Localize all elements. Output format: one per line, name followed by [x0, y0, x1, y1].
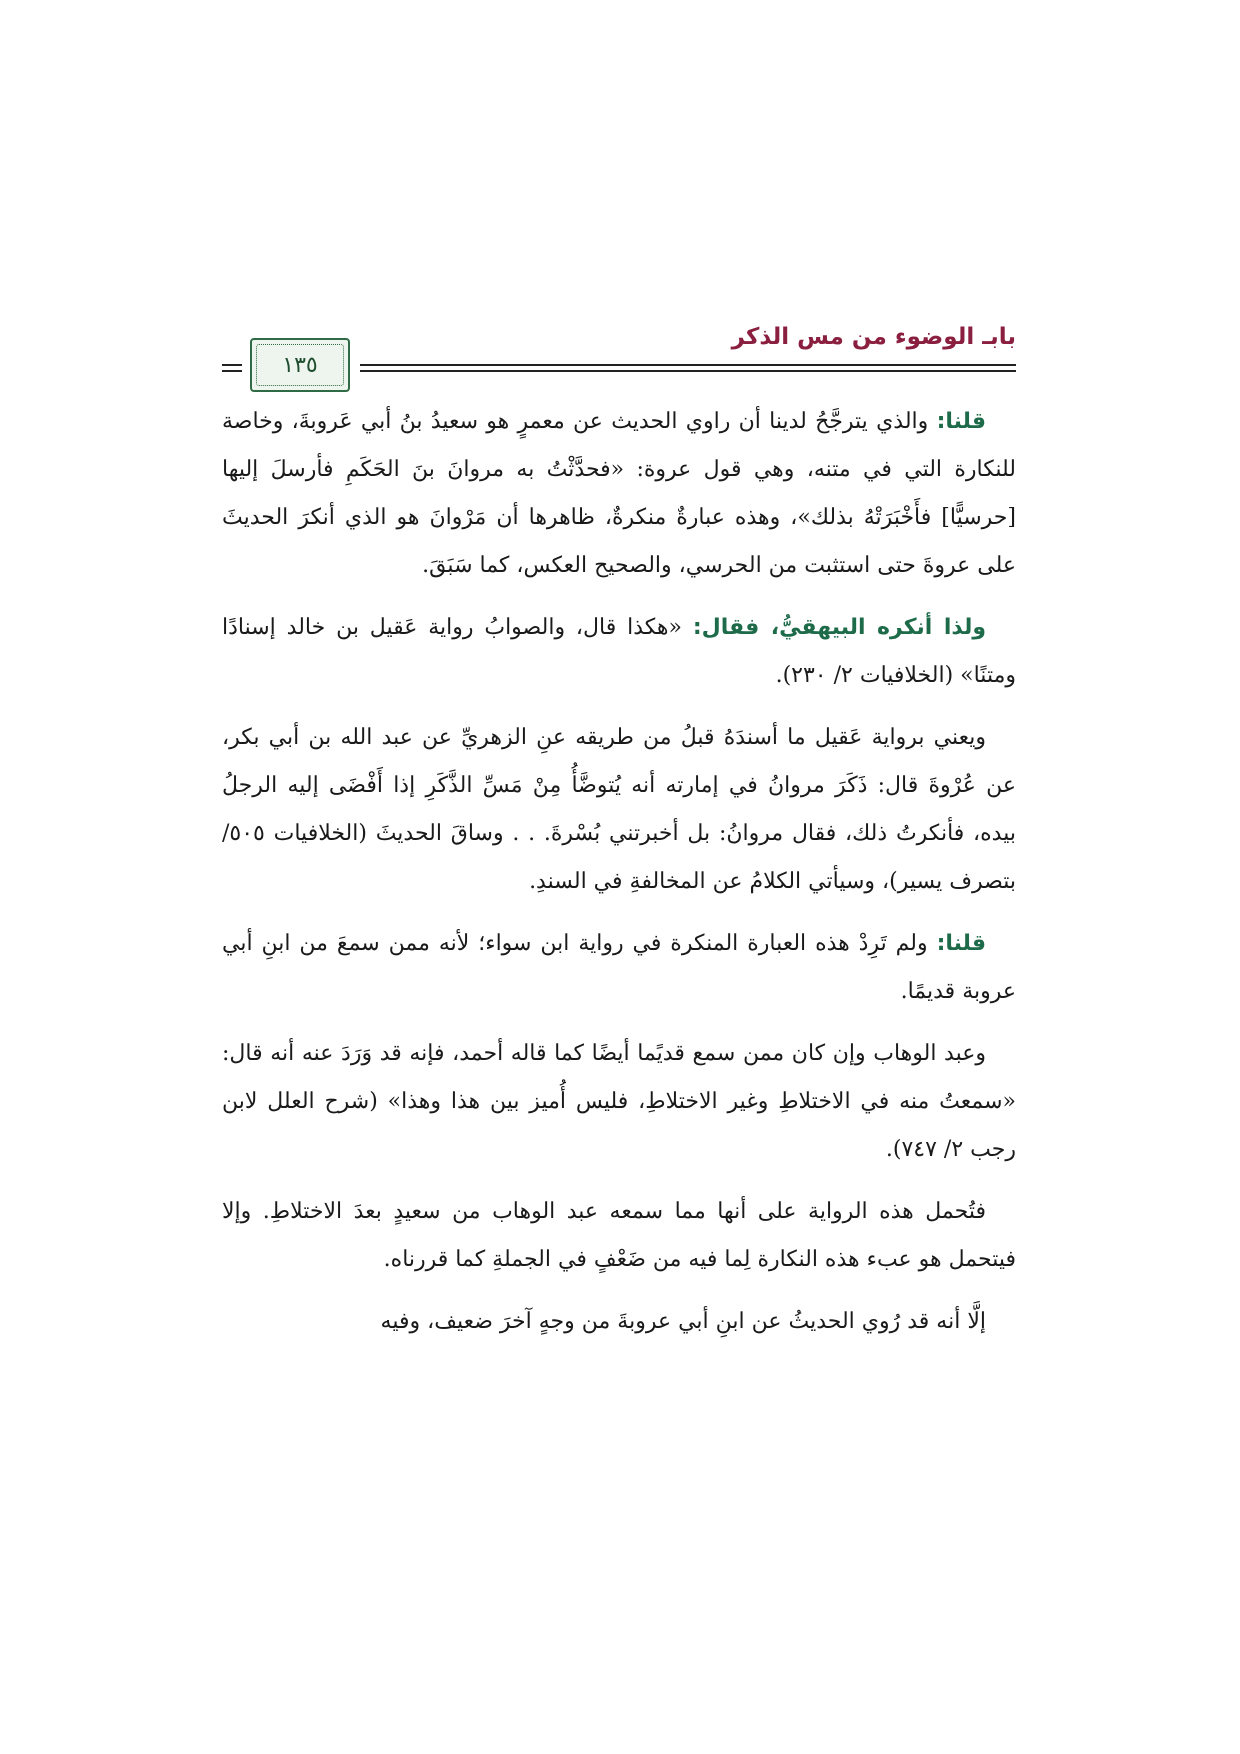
- paragraph-lead: قلنا:: [936, 409, 986, 434]
- paragraph: [222, 1188, 1016, 1284]
- page-number-badge: [250, 338, 350, 392]
- paragraph-text: ولم تَرِدْ هذه العبارة المنكرة في رواية ابن سواء؛ لأنه ممن سمعَ من ابنِ أبي عروبة قديمًا.: [222, 931, 1016, 1004]
- paragraph: [222, 398, 1016, 590]
- header-rule-left-double: [222, 370, 242, 372]
- header-rule-right-double: [360, 370, 1016, 372]
- body-text: [222, 398, 1016, 1360]
- paragraph: [222, 920, 1016, 1016]
- paragraph-text: وعبد الوهاب وإن كان ممن سمع قديًما أيضًا كما قاله أحمد، فإنه قد وَرَدَ عنه أنه قال: «سمعتُ منه في الاختلاطِ وغير الاختلاطِ، فليس أُميز بين هذا وهذا» (شرح العلل لابن رجب ٢/ ٧٤٧).: [222, 1041, 1016, 1162]
- chapter-title: بابـ الوضوء من مس الذكر: [731, 324, 1016, 350]
- paragraph: [222, 1298, 1016, 1346]
- paragraph-text: «هكذا قال، والصوابُ رواية عَقيل بن خالد إسنادًا ومتنًا» (الخلافيات ٢/ ٢٣٠).: [222, 615, 1016, 688]
- paragraph-lead: قلنا:: [936, 931, 986, 956]
- paragraph: [222, 714, 1016, 906]
- paragraph: [222, 604, 1016, 700]
- paragraph-text: فتُحمل هذه الرواية على أنها مما سمعه عبد الوهاب من سعيدٍ بعدَ الاختلاطِ. وإلا فيتحمل هو عبء هذه النكارة لِما فيه من ضَعْفٍ في الجملةِ كما قررناه.: [222, 1199, 1016, 1272]
- paragraph-lead: ولذا أنكره البيهقيُّ، فقال:: [692, 615, 987, 640]
- paragraph-text: إلَّا أنه قد رُوي الحديثُ عن ابنِ أبي عروبةَ من وجهٍ آخرَ ضعيف، وفيه: [380, 1309, 986, 1334]
- page-number: ١٣٥: [282, 352, 318, 378]
- header-rule-left: [222, 364, 242, 366]
- paragraph-text: ويعني برواية عَقيل ما أسندَهُ قبلُ من طريقه عنِ الزهريِّ عن عبد الله بن أبي بكر، عن عُرْوةَ قال: ذَكَرَ مروانُ في إمارته أنه يُتوضَّأُ مِنْ مَسِّ الذَّكَرِ إذا أَفْضَى إليه الرجلُ بيده، فأنكرتُ ذلك، فقال مروانُ: بل أخبرتني بُسْرةَ. . . وساقَ الحديثَ (الخلافيات ٥٠٥/ بتصرف يسير)، وسيأتي الكلامُ عن المخالفةِ في السندِ.: [222, 725, 1016, 894]
- paragraph: [222, 1030, 1016, 1174]
- header-rule-right: [360, 364, 1016, 366]
- page-header: [222, 318, 1016, 388]
- paragraph-text: والذي يترجَّحُ لدينا أن راوي الحديث عن معمرٍ هو سعيدُ بنُ أبي عَروبةَ، وخاصة للنكارة التي في متنه، وهي قول عروة: «فحدَّثْتُ به مروانَ بنَ الحَكَمِ فأرسلَ إليها [حرسيًّا] فأَخْبَرَتْهُ بذلك»، وهذه عبارةٌ منكرةٌ، ظاهرها أن مَرْوانَ هو الذي أنكرَ الحديثَ على عروةَ حتى استثبت من الحرسي، والصحيح العكس، كما سَبَقَ.: [222, 409, 1016, 578]
